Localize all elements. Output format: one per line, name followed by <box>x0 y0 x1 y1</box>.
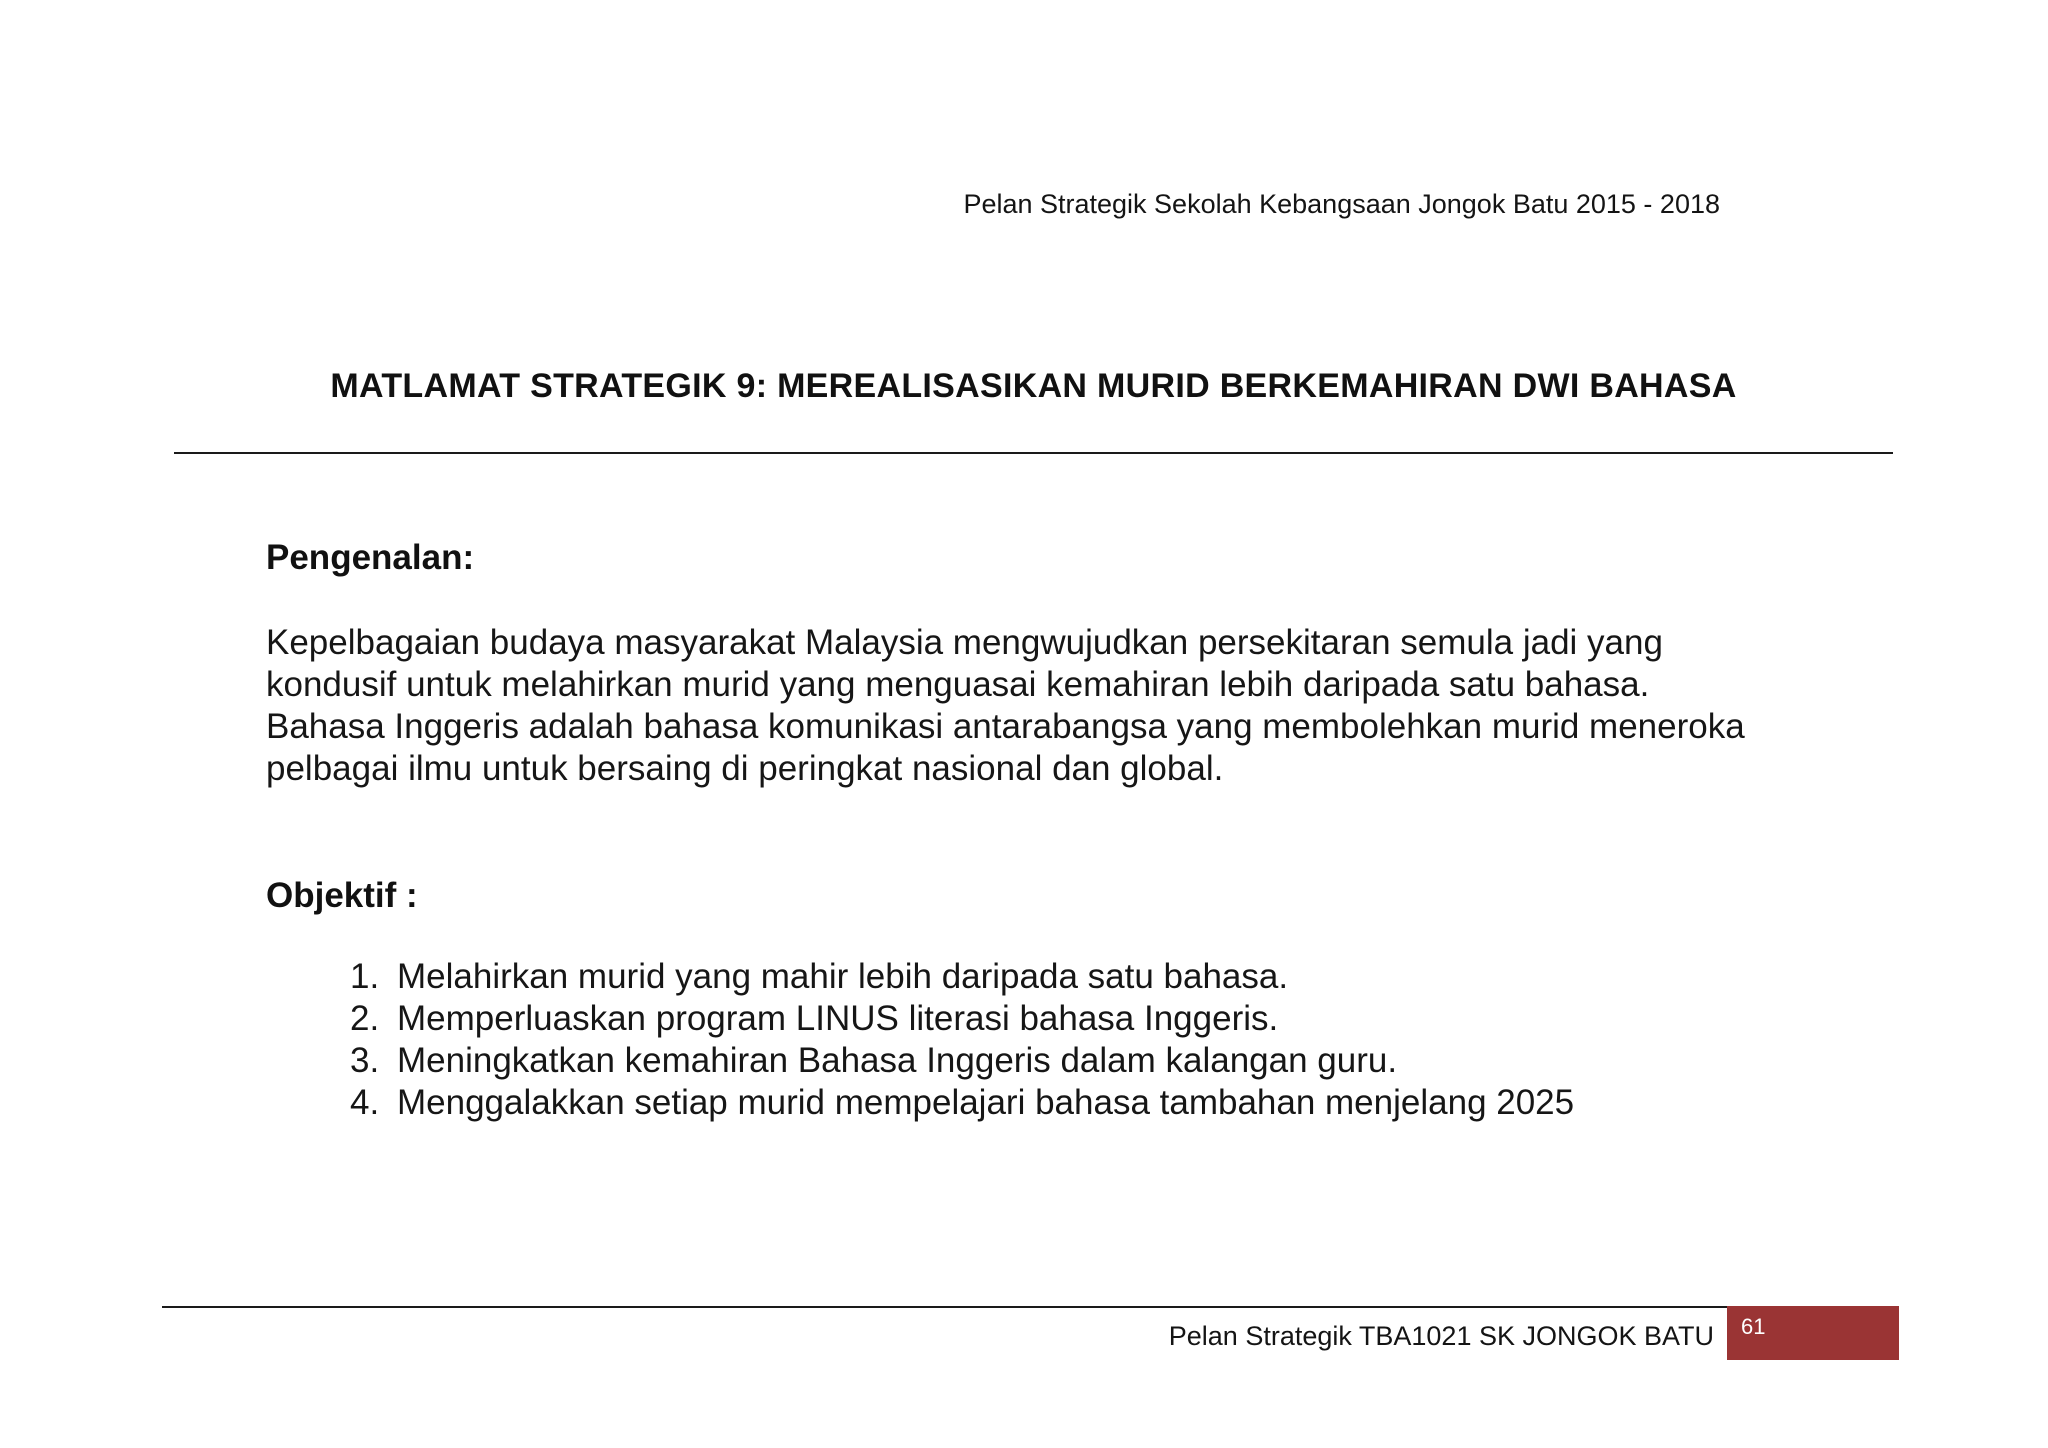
page-number: 61 <box>1727 1306 1899 1360</box>
running-header: Pelan Strategik Sekolah Kebangsaan Jongok Batu 2015 - 2018 <box>963 189 1720 219</box>
objectives-list <box>350 956 1574 1124</box>
objective-text: Meningkatkan kemahiran Bahasa Inggeris dalam kalangan guru. <box>397 1041 1398 1080</box>
objective-number: 4. <box>350 1083 380 1122</box>
objective-number: 2. <box>350 999 380 1038</box>
objective-item <box>350 956 1574 998</box>
objective-text: Melahirkan murid yang mahir lebih daripada satu bahasa. <box>397 957 1289 996</box>
objective-text: Menggalakkan setiap murid mempelajari bahasa tambahan menjelang 2025 <box>397 1083 1575 1122</box>
footer-label: Pelan Strategik TBA1021 SK JONGOK BATU <box>1168 1321 1714 1351</box>
objective-text: Memperluaskan program LINUS literasi bahasa Inggeris. <box>397 999 1279 1038</box>
objective-item <box>350 998 1574 1040</box>
introduction-line: pelbagai ilmu untuk bersaing di peringkat nasional dan global. <box>266 749 1224 788</box>
introduction-line: Bahasa Inggeris adalah bahasa komunikasi antarabangsa yang membolehkan murid meneroka <box>266 707 1745 746</box>
page-title: MATLAMAT STRATEGIK 9: MEREALISASIKAN MURID BERKEMAHIRAN DWI BAHASA <box>330 367 1737 405</box>
title-divider <box>174 452 1893 454</box>
footer-divider <box>162 1306 1888 1308</box>
introduction-line: kondusif untuk melahirkan murid yang menguasai kemahiran lebih daripada satu bahasa. <box>266 665 1650 704</box>
introduction-line: Kepelbagaian budaya masyarakat Malaysia mengwujudkan persekitaran semula jadi yang <box>266 623 1663 662</box>
objective-item <box>350 1082 1574 1124</box>
introduction-heading: Pengenalan: <box>266 538 475 577</box>
objective-number: 3. <box>350 1041 380 1080</box>
objective-number: 1. <box>350 957 380 996</box>
objective-item <box>350 1040 1574 1082</box>
introduction-paragraph <box>266 622 1886 790</box>
objectives-heading: Objektif : <box>266 876 418 915</box>
